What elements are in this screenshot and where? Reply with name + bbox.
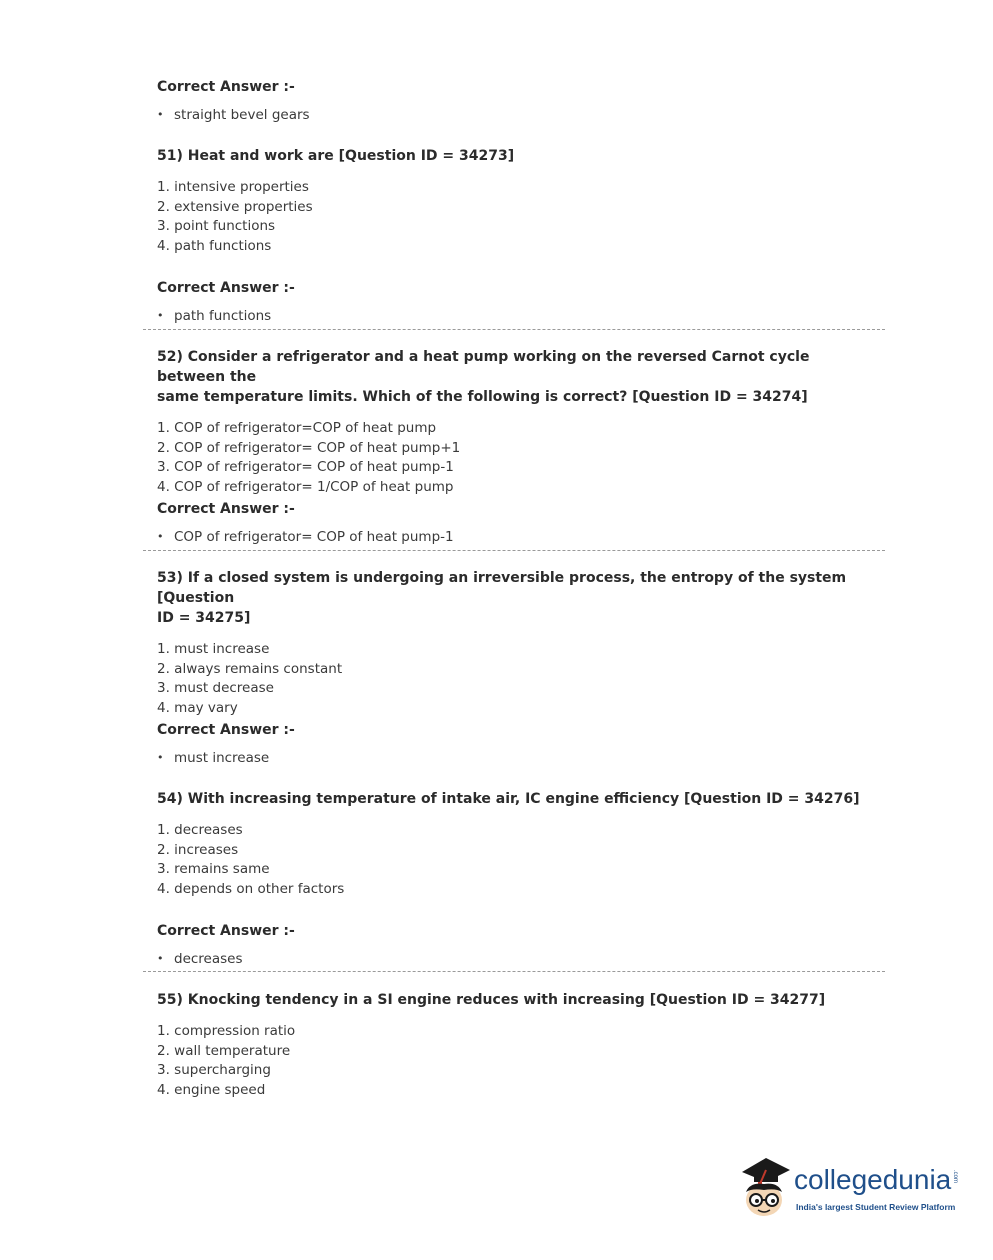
option-item: 2. extensive properties [157,198,313,215]
question-55 [157,990,877,1100]
option-item: 3. must decrease [157,680,274,696]
logo-tagline: India's largest Student Review Platform [796,1202,956,1212]
question-text: 52) Consider a refrigerator and a heat pump working on the reversed Carnot cycle between the same temperature limits. Which of the following is correct? [Question ID = 34274] [157,349,810,405]
answer-value: • must increase [157,750,270,766]
option-item: 4. engine speed [157,1081,266,1098]
option-item: 4. depends on other factors [157,880,345,897]
option-item: 2. always remains constant [157,660,343,677]
answer-value: • decreases [157,951,243,967]
option-item: 1. must increase [157,641,270,657]
bullet-icon: • [157,530,164,543]
option-item: 1. COP of refrigerator=COP of heat pump [157,420,437,436]
option-item: 3. supercharging [157,1062,271,1078]
answer-value: • COP of refrigerator= COP of heat pump-1 [157,529,454,545]
collegedunia-logo[interactable] [736,1152,966,1224]
options-list [157,821,877,899]
option-item: 1. decreases [157,822,243,838]
logo-wordmark: collegedunia [794,1164,952,1195]
logo-com: .com [952,1170,958,1184]
answer-label: Correct Answer :- [157,722,295,738]
answer-value: • path functions [157,308,272,324]
divider [143,971,885,972]
answer-label: Correct Answer :- [157,501,295,517]
option-item: 1. intensive properties [157,179,309,195]
prev-answer-value: • straight bevel gears [157,107,310,123]
option-item: 2. increases [157,841,239,858]
question-52 [157,347,877,497]
mascot-icon [736,1152,796,1224]
divider [143,550,885,551]
bullet-icon: • [157,751,164,764]
options-list [157,178,877,256]
option-item: 4. may vary [157,699,238,716]
answer-label: Correct Answer :- [157,923,295,939]
question-text: 53) If a closed system is undergoing an irreversible process, the entropy of the system [Question ID = 34275] [157,570,847,626]
question-51 [157,146,877,256]
options-list [157,640,877,718]
option-item: 3. remains same [157,861,270,877]
option-item: 4. COP of refrigerator= 1/COP of heat pump [157,478,454,495]
question-text: 55) Knocking tendency in a SI engine reduces with increasing [Question ID = 34277] [157,992,826,1008]
option-item: 1. compression ratio [157,1023,296,1039]
question-53 [157,568,877,718]
bullet-icon: • [157,108,164,121]
question-text: 54) With increasing temperature of intake air, IC engine efficiency [Question ID = 34276] [157,791,860,807]
answer-label: Correct Answer :- [157,280,295,296]
prev-answer-label: Correct Answer :- [157,79,295,95]
option-item: 2. wall temperature [157,1042,291,1059]
options-list [157,1022,877,1100]
question-text: 51) Heat and work are [Question ID = 34273] [157,148,515,164]
option-item: 2. COP of refrigerator= COP of heat pump+1 [157,439,461,456]
option-item: 3. COP of refrigerator= COP of heat pump-1 [157,459,454,475]
option-item: 3. point functions [157,218,276,234]
options-list [157,419,877,497]
bullet-icon: • [157,952,164,965]
question-54 [157,789,877,899]
bullet-icon: • [157,309,164,322]
option-item: 4. path functions [157,237,272,254]
divider [143,329,885,330]
